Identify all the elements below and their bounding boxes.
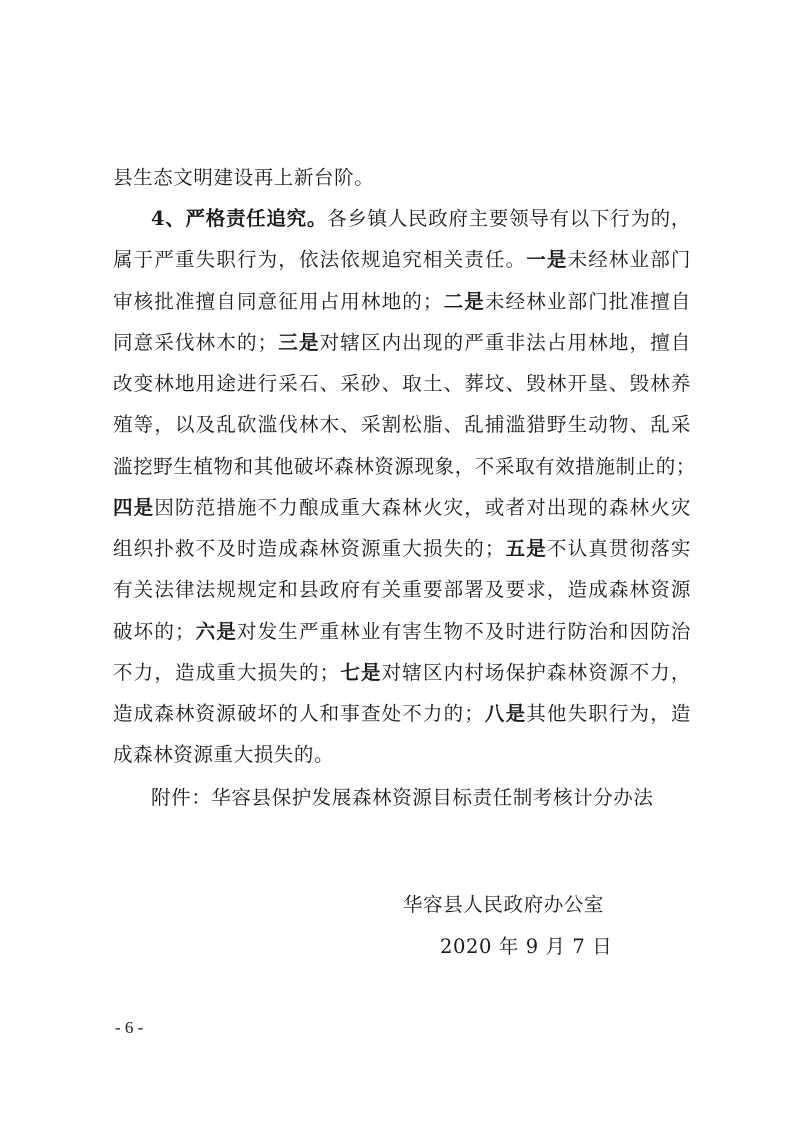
item-4-heading: 4、严格责任追究。 bbox=[151, 207, 328, 230]
body-text: 审核批准擅自同意征用占用林地的； bbox=[113, 290, 444, 313]
body-text: 组织扑救不及时造成森林资源重大损失的； bbox=[113, 537, 506, 560]
body-text: 未经林业部门 bbox=[567, 248, 691, 271]
keyword-fifth: 五是 bbox=[505, 537, 547, 560]
body-text: 对发生严重林业有害生物不及时进行防治和因防治 bbox=[236, 620, 691, 643]
issue-date: 2020 年 9 月 7 日 bbox=[440, 935, 613, 958]
body-text: 不认真贯彻落实 bbox=[546, 537, 691, 560]
body-text: 不力，造成重大损失的； bbox=[113, 661, 340, 684]
body-line-8 bbox=[113, 455, 696, 479]
body-line-12 bbox=[113, 620, 691, 644]
keyword-third: 三是 bbox=[277, 331, 320, 354]
body-text: 造成森林资源破坏的人和事查处不力的； bbox=[113, 702, 485, 725]
body-text: 县生态文明建设再上新台阶。 bbox=[113, 166, 375, 189]
body-text: 未经林业部门批准擅自 bbox=[484, 290, 691, 313]
body-text: 对辖区内出现的严重非法占用林地，擅自 bbox=[319, 331, 691, 354]
body-text: 破坏的； bbox=[113, 620, 196, 643]
body-text: 其他失职行为，造 bbox=[526, 702, 691, 725]
body-line-14 bbox=[113, 702, 691, 726]
body-text: 改变林地用途进行采石、采砂、取土、葬坟、毁林开垦、毁林养 bbox=[113, 372, 691, 395]
body-text: 有关法律法规规定和县政府有关重要部署及要求，造成森林资源 bbox=[113, 578, 691, 601]
body-line-5 bbox=[113, 331, 691, 355]
body-text: 属于严重失职行为，依法依规追究相关责任。 bbox=[113, 248, 527, 271]
keyword-eighth: 八是 bbox=[484, 702, 527, 725]
body-text: 同意采伐林木的； bbox=[113, 331, 278, 354]
body-text: 对辖区内村场保护森林资源不力， bbox=[381, 661, 691, 684]
body-text: 因防范措施不力酿成重大森林火灾，或者对出现的森林火灾 bbox=[154, 496, 691, 519]
keyword-first: 一是 bbox=[526, 248, 568, 271]
body-line-10 bbox=[113, 537, 691, 561]
body-line-9 bbox=[113, 496, 691, 520]
body-line-11 bbox=[113, 578, 691, 602]
issuer-name: 华容县人民政府办公室 bbox=[403, 893, 605, 916]
body-line-15 bbox=[113, 743, 691, 767]
body-line-4 bbox=[113, 290, 691, 314]
body-text: 成森林资源重大损失的。 bbox=[113, 743, 335, 766]
body-line-3 bbox=[113, 248, 691, 272]
attachment-text: 附件：华容县保护发展森林资源目标责任制考核计分办法 bbox=[151, 786, 654, 809]
attachment-line bbox=[151, 786, 691, 810]
page-number: - 6 - bbox=[115, 1018, 144, 1037]
keyword-fourth: 四是 bbox=[113, 496, 155, 519]
item-4-line bbox=[151, 207, 691, 231]
body-text: 各乡镇人民政府主要领导有以下行为的， bbox=[327, 207, 691, 230]
body-line-7 bbox=[113, 413, 691, 437]
keyword-second: 二是 bbox=[443, 290, 485, 313]
keyword-seventh: 七是 bbox=[339, 661, 382, 684]
body-line-1 bbox=[113, 166, 691, 190]
body-line-13 bbox=[113, 661, 691, 685]
body-text: 殖等，以及乱砍滥伐林木、采割松脂、乱捕滥猎野生动物、乱采 bbox=[113, 413, 691, 436]
body-text: 滥挖野生植物和其他破坏森林资源现象，不采取有效措施制止的； bbox=[113, 455, 696, 478]
body-line-6 bbox=[113, 372, 691, 396]
keyword-sixth: 六是 bbox=[195, 620, 237, 643]
